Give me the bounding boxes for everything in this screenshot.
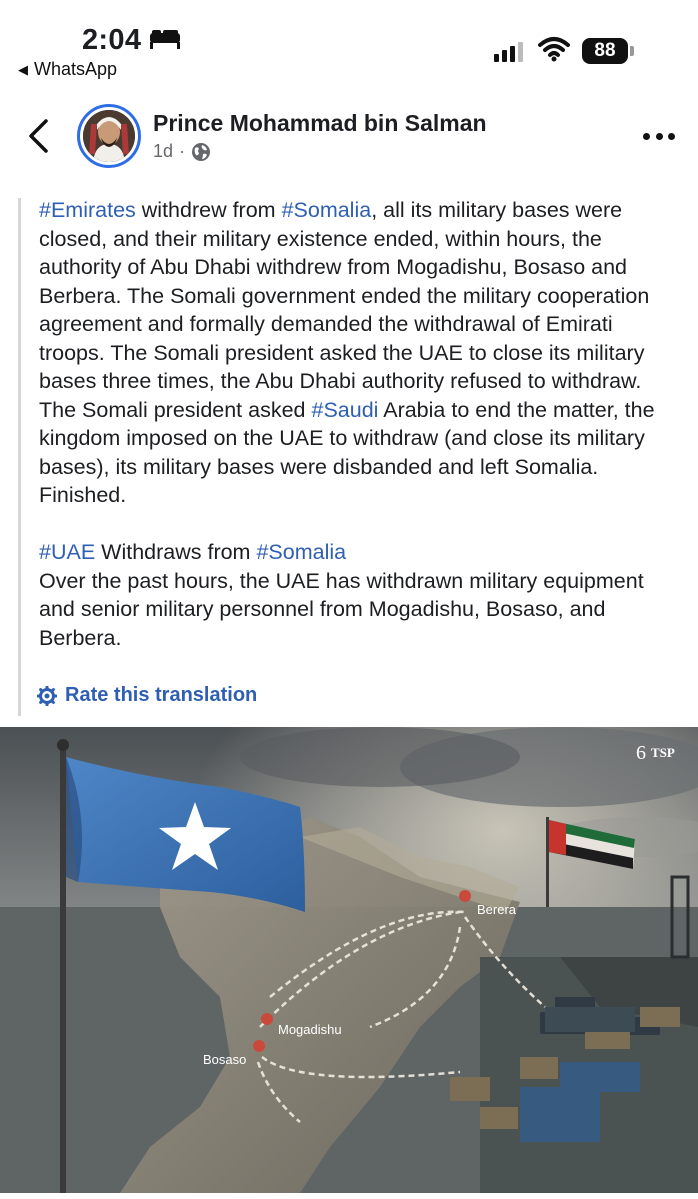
status-time: 2:04 <box>82 24 142 56</box>
avatar-portrait <box>83 110 135 162</box>
post-paragraph-2-heading <box>39 538 679 567</box>
back-app-label: WhatsApp <box>34 59 118 79</box>
post-meta <box>153 141 211 162</box>
post-body <box>39 196 679 652</box>
watermark-logo: 6 <box>636 742 646 764</box>
post-image[interactable] <box>0 727 698 1193</box>
battery-tip <box>630 46 634 56</box>
gear-icon <box>37 686 57 706</box>
rate-translation-link[interactable] <box>37 684 257 707</box>
meta-separator: · <box>179 141 186 161</box>
hashtag-saudi[interactable]: #Saudi <box>311 397 379 422</box>
chevron-left-icon[interactable] <box>26 118 54 154</box>
back-to-app-link[interactable] <box>18 59 117 80</box>
text-segment: Arabia to end the matter, the kingdom imposed on the UAE to withdraw (and close its military bases), its military bases were disbanded and left Somalia. Finished. <box>39 397 655 507</box>
map-illustration <box>0 727 698 1193</box>
more-dot <box>656 133 663 140</box>
text-segment: , all its military bases were closed, and their military existence ended, within hours, the authority of Abu Dhabi withdrew from Mogadishu, Bosaso and Berbera. The Somali government ended the military cooperation agreement and formally demanded the withdrawal of Emirati troops. The Somali president asked the UAE to close its military bases three times, the Abu Dhabi authority refused to withdraw. The Somali president asked <box>39 198 650 422</box>
rate-translation-label: Rate this translation <box>65 684 258 706</box>
hashtag-somalia[interactable]: #Somalia <box>281 198 372 222</box>
translation-quote-bar <box>18 198 21 716</box>
avatar-photo <box>83 110 135 162</box>
map-label-mogadishu: Mogadishu <box>278 1022 342 1037</box>
cellular-signal-icon <box>494 40 523 62</box>
paragraph-spacer <box>39 510 679 539</box>
hashtag-uae[interactable]: #UAE <box>39 540 96 564</box>
map-label-berera: Berera <box>477 902 517 917</box>
globe-icon <box>191 142 211 162</box>
watermark-text: TSP <box>651 745 675 760</box>
more-dot <box>668 133 675 140</box>
wifi-icon <box>538 36 570 62</box>
more-options-button[interactable] <box>643 122 675 150</box>
bed-icon <box>149 30 181 50</box>
post-time[interactable]: 1d <box>153 141 174 161</box>
more-dot <box>643 133 650 140</box>
hashtag-emirates[interactable]: #Emirates <box>39 198 136 222</box>
post-paragraph-2-body: Over the past hours, the UAE has withdrawn military equipment and senior military personnel from Mogadishu, Bosaso, and Berbera. <box>39 568 644 650</box>
battery-indicator: 88 <box>582 38 628 64</box>
text-segment: withdrew from <box>135 198 282 222</box>
map-label-bosaso: Bosaso <box>203 1052 247 1067</box>
hashtag-somalia-2[interactable]: #Somalia <box>256 540 347 564</box>
back-triangle-icon: ◀ <box>18 61 28 77</box>
author-name[interactable]: Prince Mohammad bin Salman <box>153 110 487 136</box>
text-segment: Withdraws from <box>95 540 257 564</box>
avatar[interactable] <box>77 104 141 168</box>
post-paragraph-1 <box>39 196 679 510</box>
